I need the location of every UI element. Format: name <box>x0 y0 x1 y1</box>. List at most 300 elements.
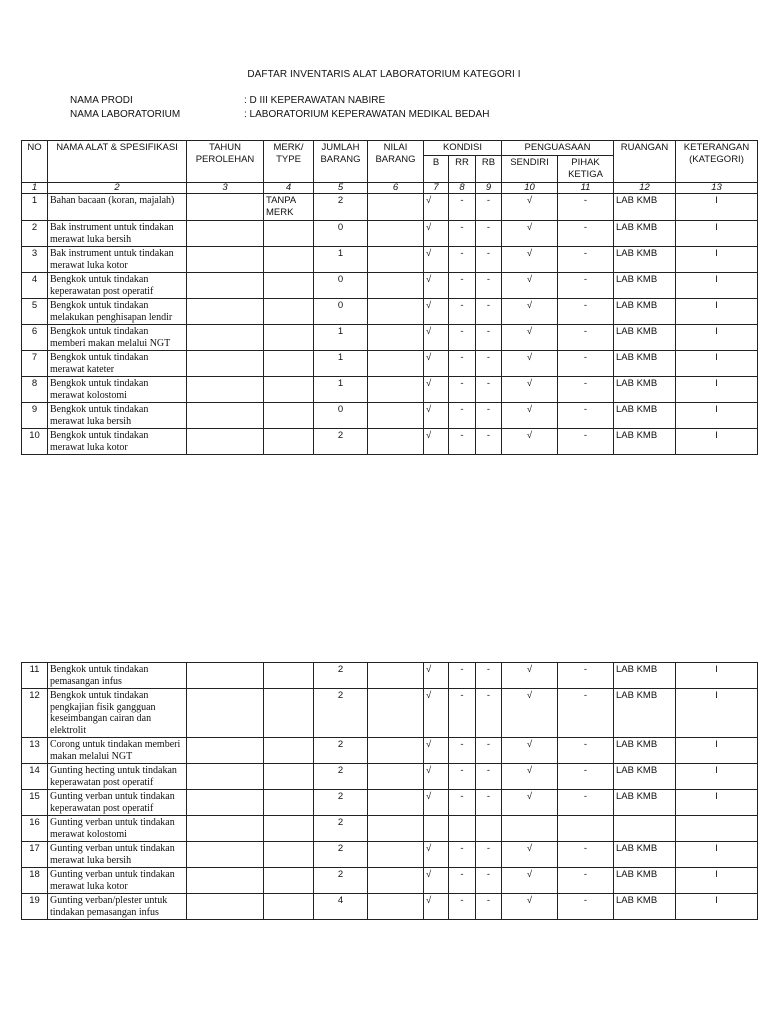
cell-keterangan <box>676 816 758 842</box>
cell-jumlah: 1 <box>314 247 368 273</box>
table-row <box>22 868 758 894</box>
cell-sendiri: √ <box>502 194 558 221</box>
table-row <box>22 689 758 738</box>
meta-value: : D III KEPERAWATAN NABIRE <box>244 95 386 106</box>
cell-nama: Gunting verban untuk tindakan merawat luka kotor <box>48 868 187 894</box>
cell-nama: Bak instrument untuk tindakan merawat luka bersih <box>48 221 187 247</box>
cell-jumlah: 0 <box>314 299 368 325</box>
cell-b: √ <box>424 299 449 325</box>
cell-tahun <box>187 403 264 429</box>
header-rr: RR <box>449 156 476 183</box>
cell-keterangan: I <box>676 663 758 689</box>
cell-ruangan: LAB KMB <box>614 738 676 764</box>
cell-jumlah: 4 <box>314 894 368 920</box>
cell-ruangan: LAB KMB <box>614 842 676 868</box>
table-row <box>22 247 758 273</box>
cell-tahun <box>187 689 264 738</box>
cell-rr: - <box>449 842 476 868</box>
cell-merk <box>264 351 314 377</box>
cell-tahun <box>187 868 264 894</box>
cell-sendiri: √ <box>502 221 558 247</box>
cell-rr: - <box>449 351 476 377</box>
cell-jumlah: 2 <box>314 790 368 816</box>
table-row <box>22 377 758 403</box>
cell-sendiri: √ <box>502 738 558 764</box>
cell-tahun <box>187 221 264 247</box>
cell-rb: - <box>476 273 502 299</box>
cell-nilai <box>368 816 424 842</box>
cell-ruangan: LAB KMB <box>614 663 676 689</box>
cell-keterangan: I <box>676 377 758 403</box>
cell-sendiri: √ <box>502 247 558 273</box>
cell-keterangan: I <box>676 738 758 764</box>
cell-jumlah: 0 <box>314 273 368 299</box>
cell-rr: - <box>449 273 476 299</box>
cell-nilai <box>368 689 424 738</box>
cell-merk <box>264 273 314 299</box>
col-number: 13 <box>676 183 758 194</box>
cell-pihak: - <box>558 299 614 325</box>
cell-pihak: - <box>558 247 614 273</box>
cell-jumlah: 0 <box>314 221 368 247</box>
table-row <box>22 403 758 429</box>
cell-nama: Bengkok untuk tindakan memberi makan melalui NGT <box>48 325 187 351</box>
cell-rr <box>449 816 476 842</box>
cell-no: 3 <box>22 247 48 273</box>
cell-ruangan: LAB KMB <box>614 403 676 429</box>
cell-sendiri <box>502 816 558 842</box>
cell-rb: - <box>476 351 502 377</box>
cell-ruangan: LAB KMB <box>614 377 676 403</box>
cell-keterangan: I <box>676 273 758 299</box>
cell-tahun <box>187 247 264 273</box>
cell-sendiri: √ <box>502 894 558 920</box>
cell-tahun <box>187 738 264 764</box>
cell-nilai <box>368 194 424 221</box>
cell-pihak: - <box>558 273 614 299</box>
cell-pihak: - <box>558 894 614 920</box>
header-keterangan: KETERANGAN (KATEGORI) <box>676 141 758 183</box>
cell-tahun <box>187 299 264 325</box>
cell-rb: - <box>476 325 502 351</box>
header-nilai: NILAI BARANG <box>368 141 424 183</box>
cell-ruangan: LAB KMB <box>614 894 676 920</box>
cell-merk <box>264 299 314 325</box>
cell-jumlah: 2 <box>314 663 368 689</box>
col-number: 6 <box>368 183 424 194</box>
cell-merk <box>264 790 314 816</box>
inventory-table-page-1 <box>21 140 758 455</box>
cell-tahun <box>187 790 264 816</box>
cell-rb: - <box>476 377 502 403</box>
cell-ruangan: LAB KMB <box>614 221 676 247</box>
cell-ruangan <box>614 816 676 842</box>
col-number: 5 <box>314 183 368 194</box>
cell-pihak: - <box>558 764 614 790</box>
cell-keterangan: I <box>676 325 758 351</box>
cell-nilai <box>368 221 424 247</box>
cell-b: √ <box>424 842 449 868</box>
cell-b: √ <box>424 194 449 221</box>
cell-keterangan: I <box>676 351 758 377</box>
meta-laboratorium <box>70 109 489 120</box>
cell-nama: Bengkok untuk tindakan merawat luka bersih <box>48 403 187 429</box>
cell-rr: - <box>449 377 476 403</box>
cell-nilai <box>368 351 424 377</box>
table-row <box>22 842 758 868</box>
cell-merk <box>264 868 314 894</box>
cell-nama: Bengkok untuk tindakan keperawatan post operatif <box>48 273 187 299</box>
cell-no: 12 <box>22 689 48 738</box>
cell-no: 6 <box>22 325 48 351</box>
cell-nama: Bengkok untuk tindakan pemasangan infus <box>48 663 187 689</box>
cell-no: 1 <box>22 194 48 221</box>
cell-b: √ <box>424 764 449 790</box>
header-kondisi: KONDISI <box>424 141 502 156</box>
cell-ruangan: LAB KMB <box>614 689 676 738</box>
cell-sendiri: √ <box>502 351 558 377</box>
cell-no: 15 <box>22 790 48 816</box>
cell-rr: - <box>449 221 476 247</box>
table-row <box>22 299 758 325</box>
cell-pihak: - <box>558 790 614 816</box>
cell-rr: - <box>449 403 476 429</box>
header-no: NO <box>22 141 48 183</box>
cell-nama: Bengkok untuk tindakan merawat kolostomi <box>48 377 187 403</box>
cell-ruangan: LAB KMB <box>614 764 676 790</box>
cell-b: √ <box>424 663 449 689</box>
inventory-table-page-2 <box>21 662 758 920</box>
cell-rb: - <box>476 663 502 689</box>
cell-nama: Gunting verban untuk tindakan merawat luka bersih <box>48 842 187 868</box>
cell-pihak: - <box>558 868 614 894</box>
col-number: 7 <box>424 183 449 194</box>
table-row <box>22 273 758 299</box>
cell-pihak: - <box>558 738 614 764</box>
cell-sendiri: √ <box>502 299 558 325</box>
col-number: 1 <box>22 183 48 194</box>
col-number: 12 <box>614 183 676 194</box>
cell-no: 17 <box>22 842 48 868</box>
cell-rb: - <box>476 429 502 455</box>
cell-jumlah: 1 <box>314 351 368 377</box>
cell-nilai <box>368 894 424 920</box>
cell-merk <box>264 894 314 920</box>
header-tahun: TAHUN PEROLEHAN <box>187 141 264 183</box>
meta-value: : LABORATORIUM KEPERAWATAN MEDIKAL BEDAH <box>244 109 490 120</box>
cell-sendiri: √ <box>502 429 558 455</box>
cell-nilai <box>368 247 424 273</box>
cell-sendiri: √ <box>502 403 558 429</box>
cell-rb: - <box>476 247 502 273</box>
cell-nama: Bak instrument untuk tindakan merawat luka kotor <box>48 247 187 273</box>
header-sendiri: SENDIRI <box>502 156 558 183</box>
cell-nilai <box>368 377 424 403</box>
cell-b: √ <box>424 221 449 247</box>
cell-sendiri: √ <box>502 325 558 351</box>
cell-nama: Bengkok untuk tindakan pengkajian fisik gangguan keseimbangan cairan dan elektrolit <box>48 689 187 738</box>
table-row <box>22 325 758 351</box>
cell-no: 18 <box>22 868 48 894</box>
cell-b: √ <box>424 351 449 377</box>
cell-pihak: - <box>558 325 614 351</box>
cell-no: 9 <box>22 403 48 429</box>
cell-rb: - <box>476 689 502 738</box>
cell-rb: - <box>476 894 502 920</box>
cell-tahun <box>187 816 264 842</box>
cell-rb: - <box>476 764 502 790</box>
cell-nilai <box>368 429 424 455</box>
table-row <box>22 790 758 816</box>
cell-keterangan: I <box>676 221 758 247</box>
column-number-row <box>22 183 758 194</box>
cell-pihak: - <box>558 194 614 221</box>
cell-tahun <box>187 429 264 455</box>
cell-no: 13 <box>22 738 48 764</box>
cell-keterangan: I <box>676 299 758 325</box>
cell-keterangan: I <box>676 429 758 455</box>
cell-keterangan: I <box>676 894 758 920</box>
cell-rr: - <box>449 689 476 738</box>
cell-nilai <box>368 842 424 868</box>
cell-b: √ <box>424 738 449 764</box>
table-row <box>22 764 758 790</box>
table-row <box>22 738 758 764</box>
cell-sendiri: √ <box>502 842 558 868</box>
col-number: 2 <box>48 183 187 194</box>
cell-rr: - <box>449 894 476 920</box>
cell-merk <box>264 377 314 403</box>
cell-keterangan: I <box>676 689 758 738</box>
cell-b: √ <box>424 325 449 351</box>
cell-no: 4 <box>22 273 48 299</box>
cell-jumlah: 2 <box>314 194 368 221</box>
cell-rr: - <box>449 790 476 816</box>
cell-nama: Gunting verban untuk tindakan merawat kolostomi <box>48 816 187 842</box>
header-jumlah: JUMLAH BARANG <box>314 141 368 183</box>
cell-sendiri: √ <box>502 790 558 816</box>
cell-sendiri: √ <box>502 273 558 299</box>
cell-keterangan: I <box>676 764 758 790</box>
cell-ruangan: LAB KMB <box>614 247 676 273</box>
cell-no: 8 <box>22 377 48 403</box>
col-number: 9 <box>476 183 502 194</box>
cell-rb: - <box>476 868 502 894</box>
table-body-page-1 <box>22 194 758 455</box>
header-b: B <box>424 156 449 183</box>
cell-nilai <box>368 663 424 689</box>
cell-rr: - <box>449 868 476 894</box>
cell-no: 10 <box>22 429 48 455</box>
cell-tahun <box>187 663 264 689</box>
header-merk: MERK/ TYPE <box>264 141 314 183</box>
cell-merk <box>264 429 314 455</box>
cell-jumlah: 2 <box>314 816 368 842</box>
cell-pihak: - <box>558 377 614 403</box>
cell-no: 5 <box>22 299 48 325</box>
header-rb: RB <box>476 156 502 183</box>
cell-keterangan: I <box>676 247 758 273</box>
meta-label: NAMA PRODI <box>70 95 133 106</box>
cell-tahun <box>187 194 264 221</box>
meta-prodi <box>70 95 385 106</box>
cell-nilai <box>368 325 424 351</box>
cell-merk <box>264 738 314 764</box>
cell-tahun <box>187 894 264 920</box>
cell-pihak: - <box>558 842 614 868</box>
cell-nilai <box>368 764 424 790</box>
col-number: 3 <box>187 183 264 194</box>
cell-sendiri: √ <box>502 663 558 689</box>
cell-nilai <box>368 790 424 816</box>
cell-no: 7 <box>22 351 48 377</box>
cell-pihak: - <box>558 429 614 455</box>
cell-jumlah: 2 <box>314 738 368 764</box>
cell-ruangan: LAB KMB <box>614 194 676 221</box>
cell-nilai <box>368 403 424 429</box>
cell-merk <box>264 689 314 738</box>
col-number: 8 <box>449 183 476 194</box>
cell-pihak: - <box>558 403 614 429</box>
cell-rb: - <box>476 299 502 325</box>
cell-ruangan: LAB KMB <box>614 790 676 816</box>
cell-nama: Gunting verban/plester untuk tindakan pemasangan infus <box>48 894 187 920</box>
document-title: DAFTAR INVENTARIS ALAT LABORATORIUM KATEGORI I <box>247 69 521 80</box>
cell-nama: Bengkok untuk tindakan merawat luka kotor <box>48 429 187 455</box>
table-row <box>22 351 758 377</box>
cell-nama: Bahan bacaan (koran, majalah) <box>48 194 187 221</box>
cell-rb <box>476 816 502 842</box>
cell-merk <box>264 816 314 842</box>
cell-no: 14 <box>22 764 48 790</box>
cell-pihak: - <box>558 663 614 689</box>
cell-merk <box>264 842 314 868</box>
header-ruangan: RUANGAN <box>614 141 676 183</box>
cell-sendiri: √ <box>502 377 558 403</box>
cell-tahun <box>187 325 264 351</box>
cell-rb: - <box>476 403 502 429</box>
cell-jumlah: 2 <box>314 842 368 868</box>
cell-rr: - <box>449 194 476 221</box>
cell-merk <box>264 663 314 689</box>
cell-merk <box>264 403 314 429</box>
table-row <box>22 663 758 689</box>
col-number: 11 <box>558 183 614 194</box>
cell-jumlah: 2 <box>314 868 368 894</box>
cell-ruangan: LAB KMB <box>614 429 676 455</box>
cell-jumlah: 2 <box>314 689 368 738</box>
cell-jumlah: 2 <box>314 764 368 790</box>
cell-pihak: - <box>558 689 614 738</box>
cell-merk <box>264 325 314 351</box>
cell-ruangan: LAB KMB <box>614 273 676 299</box>
cell-rb: - <box>476 194 502 221</box>
table-row <box>22 429 758 455</box>
cell-keterangan: I <box>676 790 758 816</box>
table-row <box>22 221 758 247</box>
cell-rb: - <box>476 842 502 868</box>
cell-rr: - <box>449 429 476 455</box>
cell-rb: - <box>476 738 502 764</box>
cell-no: 11 <box>22 663 48 689</box>
cell-tahun <box>187 842 264 868</box>
table-row <box>22 894 758 920</box>
cell-keterangan: I <box>676 868 758 894</box>
cell-nama: Bengkok untuk tindakan melakukan penghisapan lendir <box>48 299 187 325</box>
cell-keterangan: I <box>676 194 758 221</box>
cell-rb: - <box>476 221 502 247</box>
table-body-page-2 <box>22 663 758 920</box>
cell-b: √ <box>424 403 449 429</box>
cell-jumlah: 2 <box>314 429 368 455</box>
cell-ruangan: LAB KMB <box>614 325 676 351</box>
cell-jumlah: 1 <box>314 377 368 403</box>
cell-b: √ <box>424 868 449 894</box>
cell-b: √ <box>424 689 449 738</box>
cell-pihak: - <box>558 351 614 377</box>
table-row <box>22 816 758 842</box>
cell-keterangan: I <box>676 403 758 429</box>
cell-b: √ <box>424 429 449 455</box>
header-pihak: PIHAK KETIGA <box>558 156 614 183</box>
cell-nilai <box>368 738 424 764</box>
cell-rr: - <box>449 299 476 325</box>
cell-merk <box>264 764 314 790</box>
cell-ruangan: LAB KMB <box>614 351 676 377</box>
col-number: 10 <box>502 183 558 194</box>
cell-jumlah: 0 <box>314 403 368 429</box>
cell-b: √ <box>424 894 449 920</box>
cell-merk <box>264 221 314 247</box>
cell-rb: - <box>476 790 502 816</box>
cell-nama: Bengkok untuk tindakan merawat kateter <box>48 351 187 377</box>
cell-rr: - <box>449 325 476 351</box>
cell-rr: - <box>449 663 476 689</box>
cell-sendiri: √ <box>502 868 558 894</box>
cell-pihak: - <box>558 221 614 247</box>
col-number: 4 <box>264 183 314 194</box>
cell-merk: TANPA MERK <box>264 194 314 221</box>
cell-nama: Corong untuk tindakan memberi makan melalui NGT <box>48 738 187 764</box>
cell-b: √ <box>424 377 449 403</box>
cell-no: 2 <box>22 221 48 247</box>
cell-no: 19 <box>22 894 48 920</box>
cell-jumlah: 1 <box>314 325 368 351</box>
cell-nama: Gunting hecting untuk tindakan keperawatan post operatif <box>48 764 187 790</box>
cell-sendiri: √ <box>502 689 558 738</box>
cell-b: √ <box>424 790 449 816</box>
cell-b: √ <box>424 273 449 299</box>
cell-rr: - <box>449 764 476 790</box>
table-row <box>22 194 758 221</box>
cell-nilai <box>368 868 424 894</box>
cell-b <box>424 816 449 842</box>
cell-nama: Gunting verban untuk tindakan keperawatan post operatif <box>48 790 187 816</box>
header-penguasaan: PENGUASAAN <box>502 141 614 156</box>
cell-nilai <box>368 299 424 325</box>
cell-ruangan: LAB KMB <box>614 299 676 325</box>
header-row <box>22 141 758 156</box>
cell-rr: - <box>449 247 476 273</box>
cell-rr: - <box>449 738 476 764</box>
cell-sendiri: √ <box>502 764 558 790</box>
cell-b: √ <box>424 247 449 273</box>
cell-tahun <box>187 764 264 790</box>
cell-keterangan: I <box>676 842 758 868</box>
header-nama: NAMA ALAT & SPESIFIKASI <box>48 141 187 183</box>
meta-label: NAMA LABORATORIUM <box>70 109 181 120</box>
cell-pihak <box>558 816 614 842</box>
